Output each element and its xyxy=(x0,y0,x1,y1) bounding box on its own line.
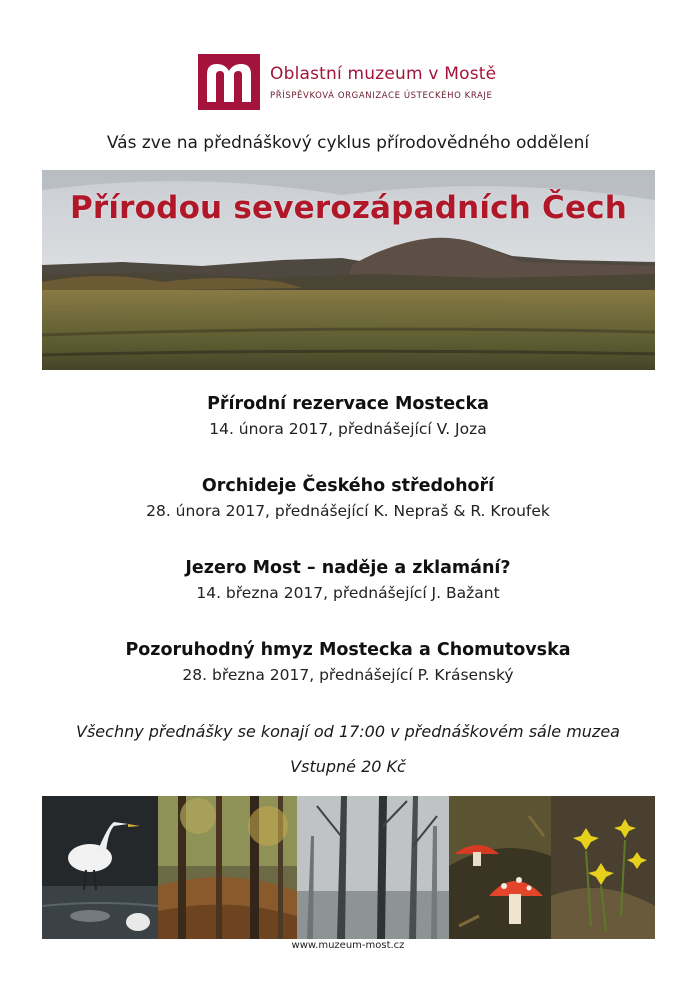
lecture-item xyxy=(0,394,696,476)
lecture-list xyxy=(0,394,696,722)
logo-m-icon xyxy=(203,60,255,104)
lecture-detail: 14. února 2017, přednášející V. Joza xyxy=(209,420,487,438)
foggy-trees-photo xyxy=(297,796,449,939)
org-name: Oblastní muzeum v Mostě xyxy=(270,63,497,84)
website-url: www.muzeum-most.cz xyxy=(291,940,405,951)
egret-photo xyxy=(42,796,158,939)
lecture-item xyxy=(0,640,696,722)
lecture-title: Orchideje Českého středohoří xyxy=(201,476,495,496)
banner-image xyxy=(42,170,655,370)
admission-fee: Vstupné 20 Kč xyxy=(290,757,406,776)
logo-mark xyxy=(198,54,260,110)
banner-title: Přírodou severozápadních Čech xyxy=(69,190,628,226)
museum-logo xyxy=(198,52,496,112)
lecture-detail: 28. března 2017, přednášející P. Krásenský xyxy=(182,666,514,684)
schedule-note: Všechny přednášky se konají od 17:00 v přednáškovém sále muzea xyxy=(76,722,620,741)
lecture-detail: 14. března 2017, přednášející J. Bažant xyxy=(196,584,500,602)
lecture-item xyxy=(0,558,696,640)
lecture-title: Přírodní rezervace Mostecka xyxy=(207,394,489,414)
lecture-title: Jezero Most – naděje a zklamání? xyxy=(185,558,511,578)
forest-photo xyxy=(158,796,297,939)
lecture-item xyxy=(0,476,696,558)
invitation-text: Vás zve na přednáškový cyklus přírodovědného oddělení xyxy=(106,133,590,153)
org-subtitle: PŘÍSPĚVKOVÁ ORGANIZACE ÚSTECKÉHO KRAJE xyxy=(270,90,493,101)
lecture-detail: 28. února 2017, přednášející K. Nepraš & R. Kroufek xyxy=(146,502,550,520)
mushroom-photo xyxy=(449,796,551,939)
lecture-title: Pozoruhodný hmyz Mostecka a Chomutovska xyxy=(125,640,571,660)
photo-strip xyxy=(42,796,655,939)
yellow-flowers-photo xyxy=(551,796,655,939)
